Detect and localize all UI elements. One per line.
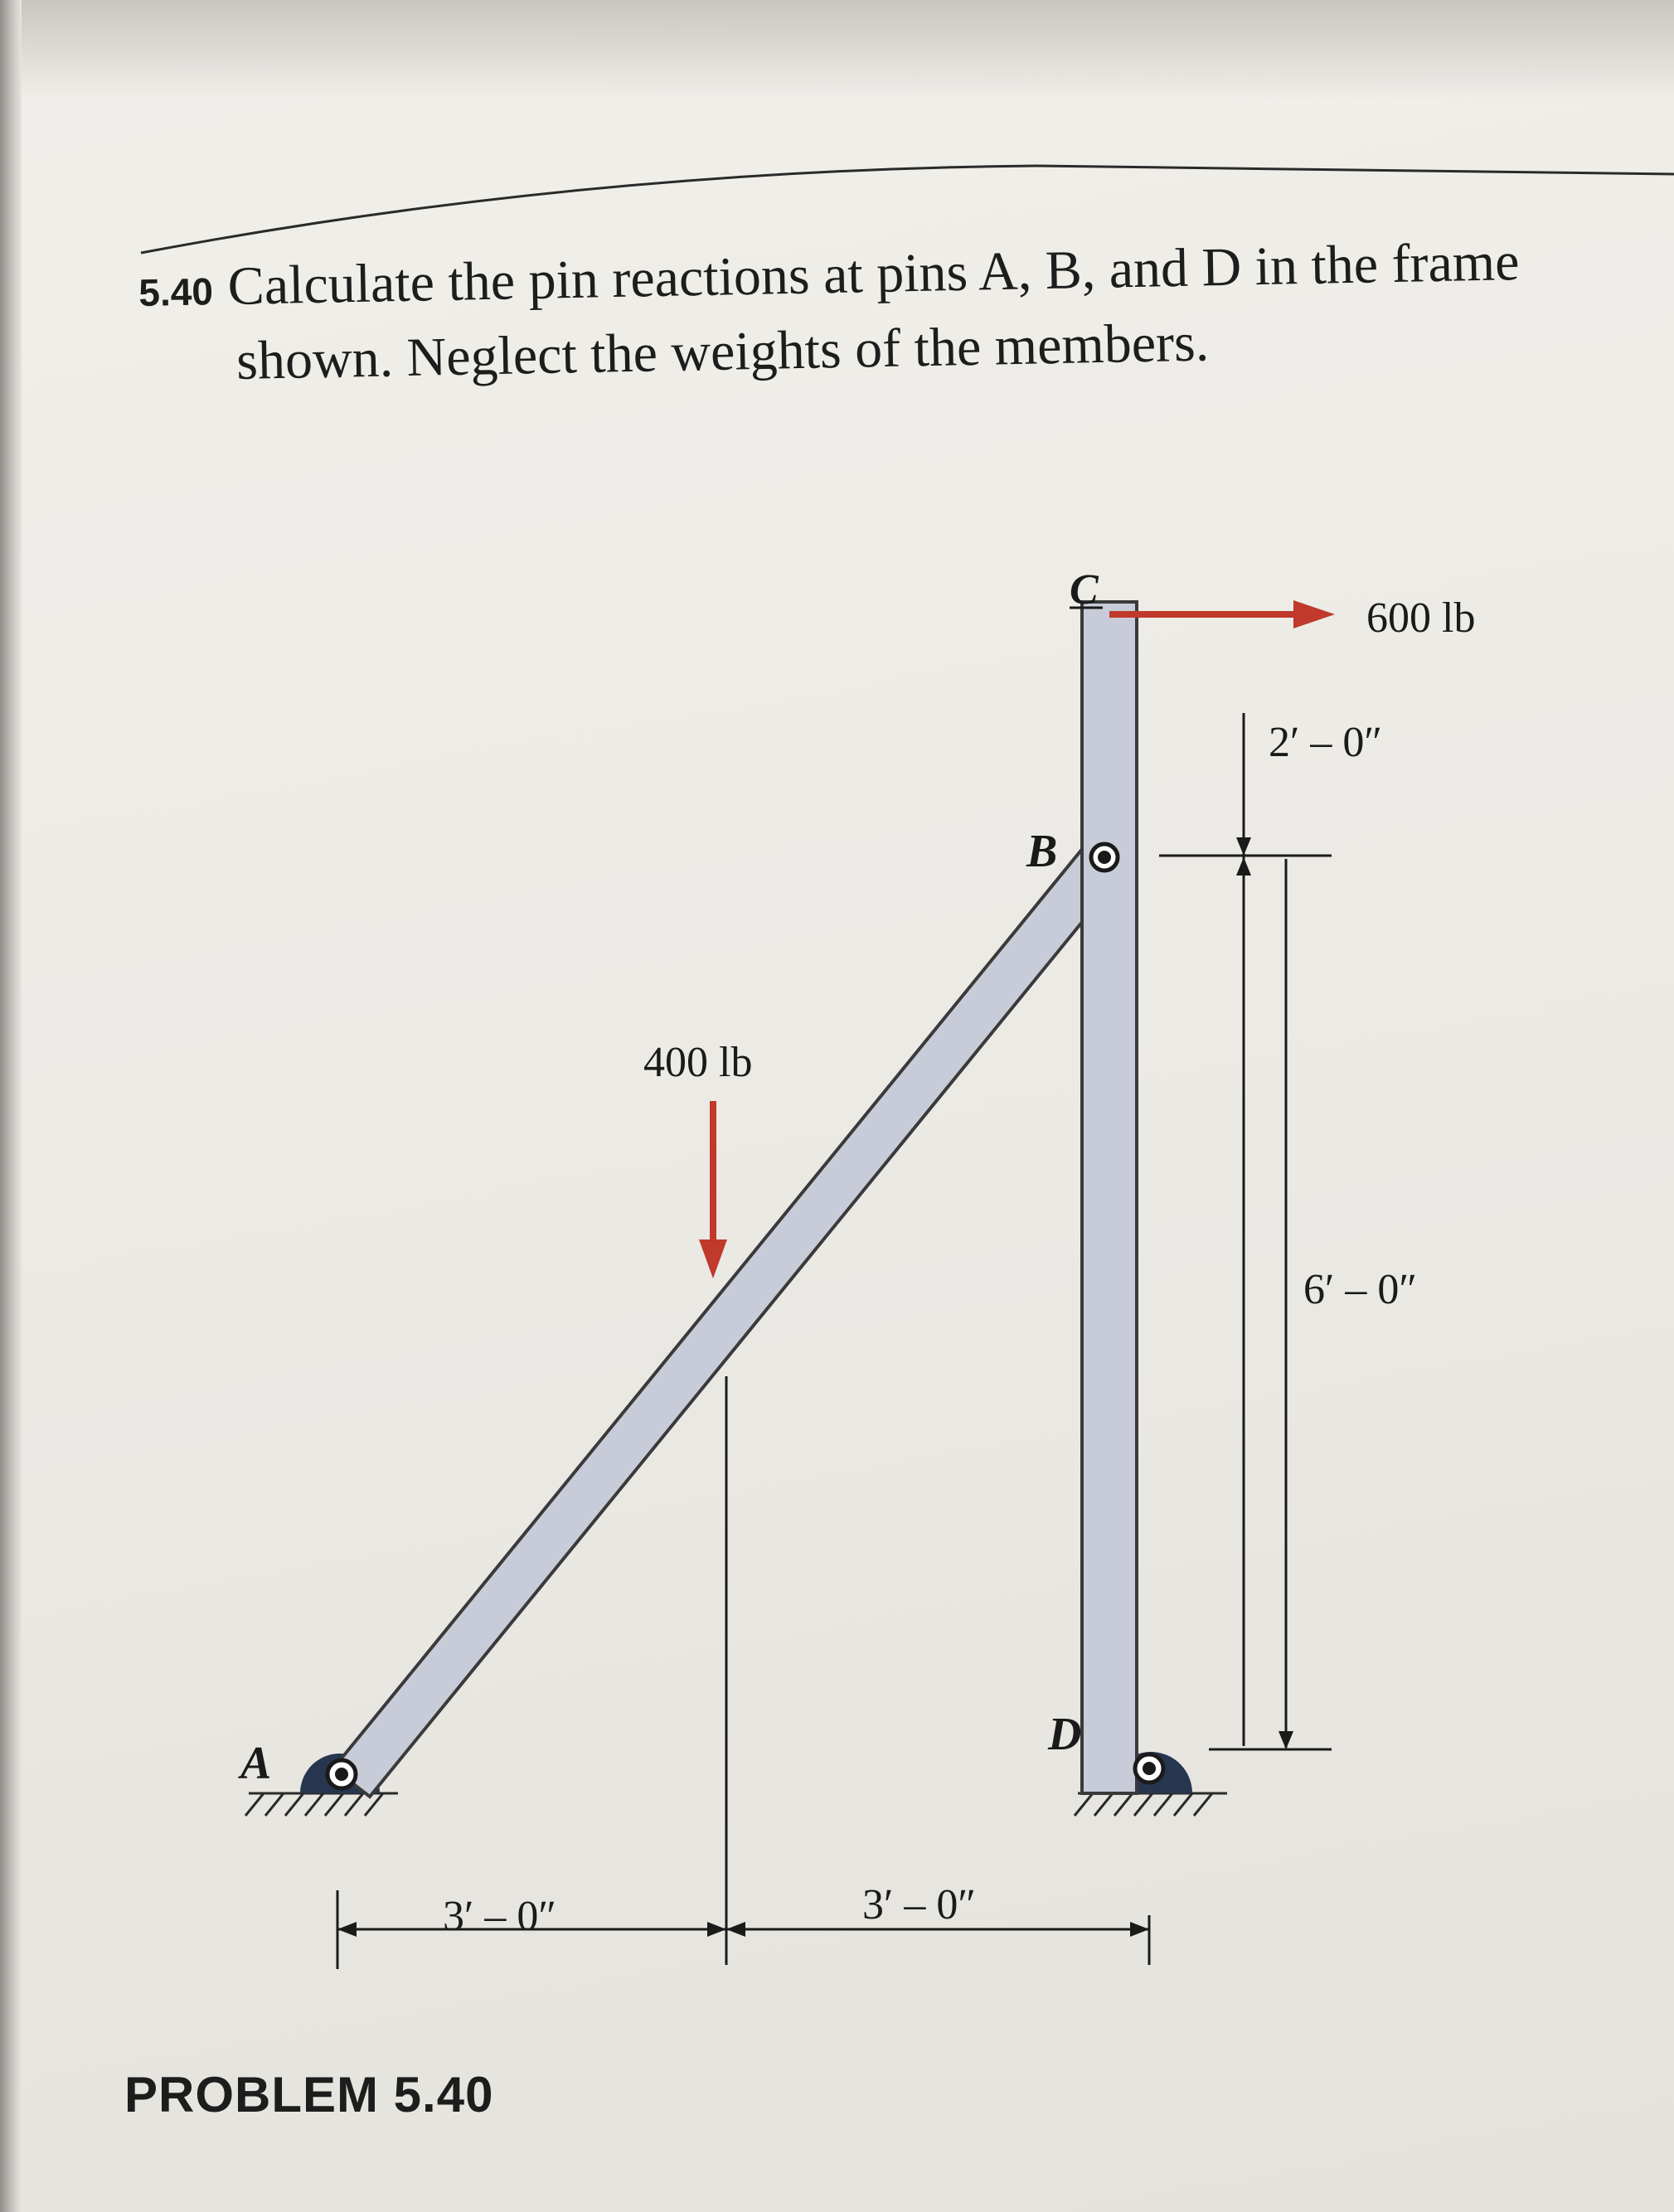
load-arrowhead-400 xyxy=(699,1239,727,1278)
dim-arrow-left xyxy=(337,1922,357,1937)
problem-statement-line-2: shown. Neglect the weights of the members. xyxy=(235,312,1210,392)
label-point-b: B xyxy=(1026,826,1058,877)
ground-a xyxy=(245,1793,398,1816)
dim-label-left: 3′ – 0″ xyxy=(443,1893,557,1940)
dim-arrow-right xyxy=(1130,1922,1149,1937)
label-point-a: A xyxy=(240,1738,272,1789)
problem-statement-text-1: Calculate the pin reactions at pins A, B, and D in the frame xyxy=(227,231,1521,317)
dim-arrow-mid-right xyxy=(726,1922,745,1937)
dim-label-right: 3′ – 0″ xyxy=(862,1881,977,1928)
dim-arrow-upper-end xyxy=(1236,837,1251,856)
load-label-600: 600 lb xyxy=(1366,594,1476,642)
problem-label: PROBLEM 5.40 xyxy=(124,2067,494,2122)
ground-d xyxy=(1075,1793,1227,1816)
dim-label-upper: 2′ – 0″ xyxy=(1269,719,1383,766)
dim-arrow-mid-left xyxy=(707,1922,726,1937)
load-arrowhead-600 xyxy=(1293,600,1335,628)
dim-arrow-lower-start xyxy=(1236,857,1251,876)
dim-label-lower: 6′ – 0″ xyxy=(1303,1266,1418,1313)
problem-number: 5.40 xyxy=(138,269,214,315)
label-point-c: C xyxy=(1070,566,1099,614)
pin-d-center xyxy=(1143,1762,1156,1775)
pin-b-center xyxy=(1098,851,1111,864)
member-cd xyxy=(1082,602,1137,1793)
extension-lines xyxy=(337,856,1332,1969)
label-point-d: D xyxy=(1048,1709,1082,1760)
load-label-400: 400 lb xyxy=(643,1039,753,1086)
pin-a-center xyxy=(335,1768,348,1781)
